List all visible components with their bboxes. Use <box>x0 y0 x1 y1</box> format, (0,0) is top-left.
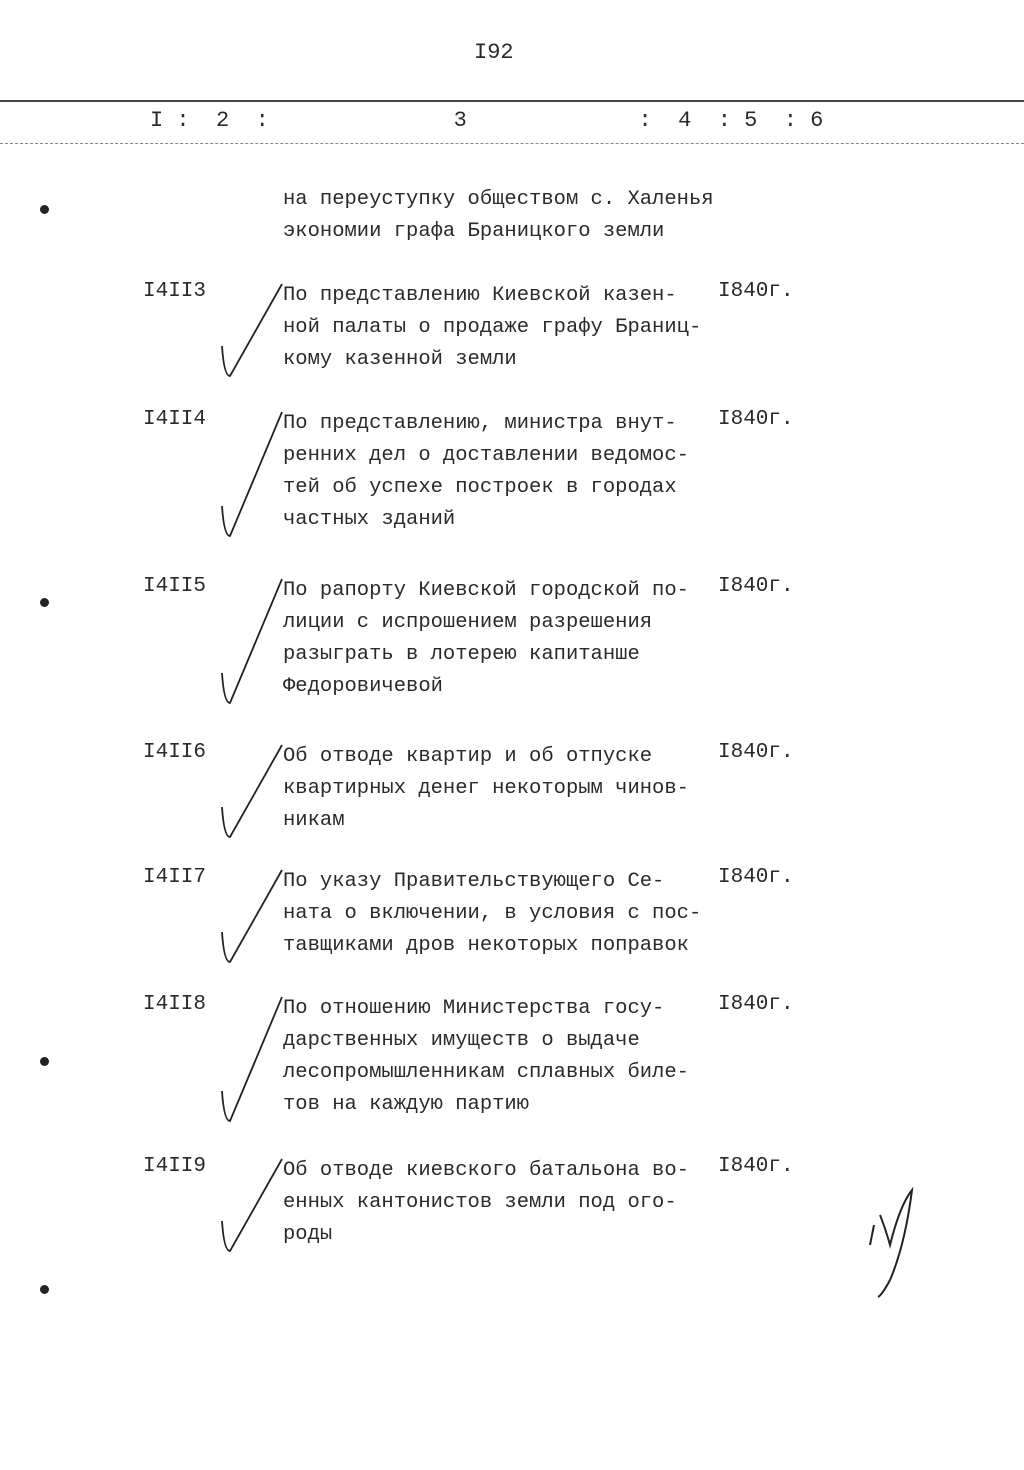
entry-number: I4II8 <box>143 993 207 1016</box>
entry-number: I4II6 <box>143 741 207 764</box>
continuation-text <box>283 184 714 248</box>
entry-text <box>283 408 689 536</box>
text-line: тей об успехе построек в городах <box>283 476 677 499</box>
header-top-rule <box>0 100 1024 102</box>
punch-hole <box>40 598 49 607</box>
text-line: лиции с испрошением разрешения <box>283 611 653 634</box>
column-headers: I : 2 : 3 : 4 : 5 : 6 <box>150 108 824 133</box>
entry-number: I4II9 <box>143 1155 207 1178</box>
checkmark-icon <box>200 1155 290 1261</box>
col-2: 2 <box>216 108 230 133</box>
punch-hole <box>40 1057 49 1066</box>
text-line: По указу Правительствующего Се- <box>283 870 665 893</box>
text-line: никам <box>283 809 345 832</box>
entry-text <box>283 866 701 962</box>
col-6: 6 <box>810 108 824 133</box>
col-1: I <box>150 108 164 133</box>
entry-year: I840г. <box>718 575 794 598</box>
entry-year: I840г. <box>718 741 794 764</box>
text-line: дарственных имуществ о выдаче <box>283 1029 640 1052</box>
text-line: роды <box>283 1223 333 1246</box>
entry-year: I840г. <box>718 1155 794 1178</box>
entry-year: I840г. <box>718 280 794 303</box>
checkmark-icon <box>200 280 290 386</box>
text-line: Об отводе киевского батальона во- <box>283 1159 689 1182</box>
text-line: квартирных денег некоторым чинов- <box>283 777 689 800</box>
entry-year: I840г. <box>718 993 794 1016</box>
text-line: лесопромышленникам сплавных биле- <box>283 1061 689 1084</box>
text-line: на переуступку обществом с. Халенья <box>283 188 714 211</box>
checkmark-icon <box>200 866 290 972</box>
page-number: I92 <box>474 40 514 65</box>
checkmark-icon <box>200 741 290 847</box>
punch-hole <box>40 205 49 214</box>
entry-number: I4II4 <box>143 408 207 431</box>
entry-year: I840г. <box>718 866 794 889</box>
checkmark-icon <box>200 575 290 713</box>
entry-number: I4II5 <box>143 575 207 598</box>
text-line: частных зданий <box>283 508 456 531</box>
text-line: енных кантонистов земли под ого- <box>283 1191 677 1214</box>
text-line: ренних дел о доставлении ведомос- <box>283 444 689 467</box>
text-line: ната о включении, в условия с пос- <box>283 902 702 925</box>
col-4: 4 <box>678 108 692 133</box>
entry-text <box>283 1155 689 1251</box>
checkmark-icon <box>200 993 290 1131</box>
text-line: кому казенной земли <box>283 348 517 371</box>
text-line: разыграть в лотерею капитанше <box>283 643 640 666</box>
text-line: ной палаты о продаже графу Браниц- <box>283 316 702 339</box>
entry-number: I4II3 <box>143 280 207 303</box>
entry-text <box>283 993 689 1121</box>
entry-year: I840г. <box>718 408 794 431</box>
col-5: 5 <box>744 108 758 133</box>
text-line: тов на каждую партию <box>283 1093 530 1116</box>
text-line: Об отводе квартир и об отпуске <box>283 745 653 768</box>
entry-text <box>283 280 701 376</box>
text-line: По отношению Министерства госу- <box>283 997 665 1020</box>
checkmark-icon <box>200 408 290 546</box>
signature-mark <box>860 1185 940 1305</box>
text-line: По представлению Киевской казен- <box>283 284 677 307</box>
entry-text <box>283 741 689 837</box>
header-bottom-rule <box>0 143 1024 144</box>
text-line: По рапорту Киевской городской по- <box>283 579 689 602</box>
col-3: 3 <box>453 108 467 133</box>
entry-number: I4II7 <box>143 866 207 889</box>
entry-text <box>283 575 689 703</box>
text-line: По представлению, министра внут- <box>283 412 677 435</box>
text-line: экономии графа Браницкого земли <box>283 220 665 243</box>
text-line: Федоровичевой <box>283 675 443 698</box>
punch-hole <box>40 1285 49 1294</box>
text-line: тавщиками дров некоторых поправок <box>283 934 689 957</box>
